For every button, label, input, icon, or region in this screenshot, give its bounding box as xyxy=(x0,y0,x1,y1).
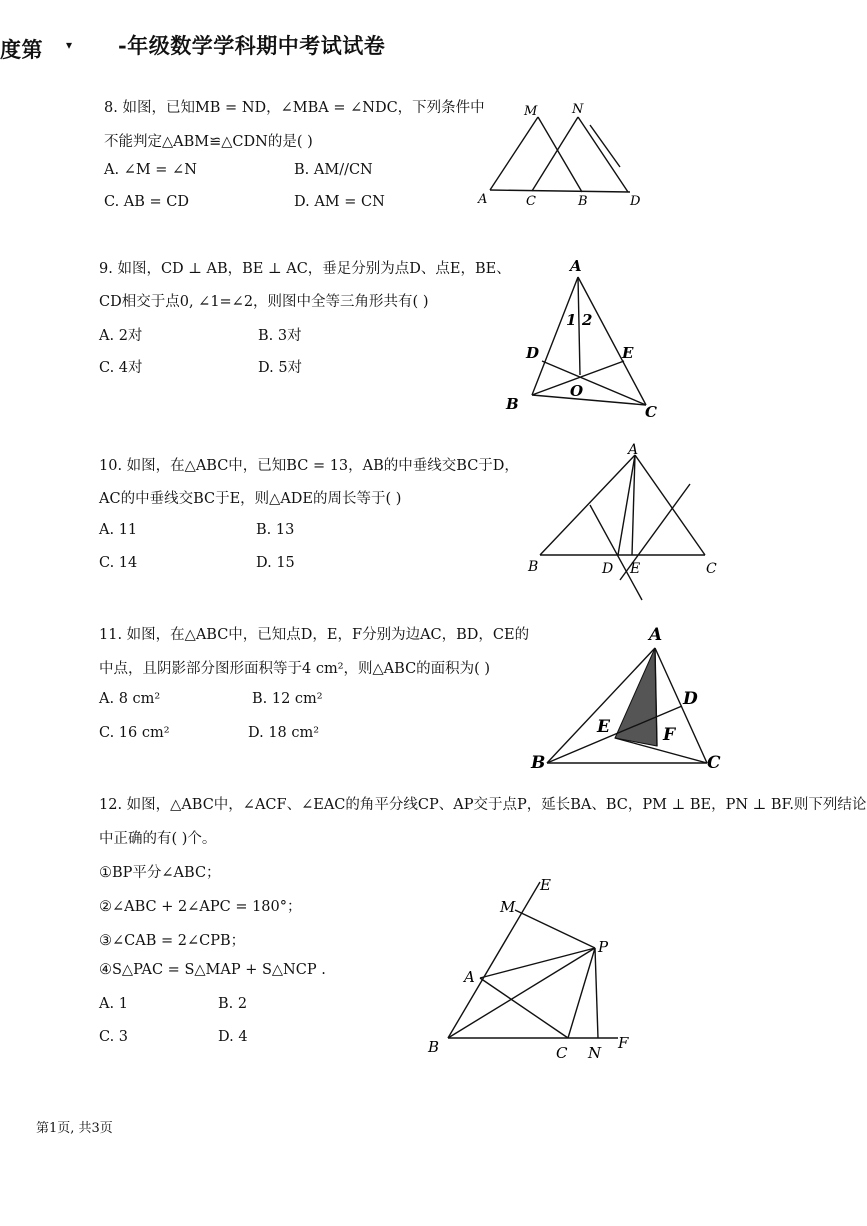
q9-option-c: C. 4对 xyxy=(99,360,143,376)
q8-label-b: B xyxy=(578,194,588,209)
q9-segment-cd xyxy=(542,361,646,405)
q8-label-c: C xyxy=(526,194,536,209)
q8-label-m: M xyxy=(524,104,538,119)
q12-segment-ap xyxy=(480,948,595,978)
q8-segment-mb xyxy=(538,117,582,192)
q10-line1: 10. 如图，在△ABC中，已知BC = 13，AB的中垂线交BC于D， xyxy=(99,458,519,474)
q12-option-a: A. 1 xyxy=(99,996,128,1012)
q11-label-a: A xyxy=(649,625,663,645)
q12-segment-mp xyxy=(515,910,595,948)
q11-label-d: D xyxy=(683,689,698,709)
q11-option-d: D. 18 cm² xyxy=(248,725,320,741)
q9-label-c: C xyxy=(645,403,657,421)
q8-segment-am xyxy=(490,117,538,190)
q8-figure xyxy=(470,95,660,215)
q12-segment-ac xyxy=(480,978,568,1038)
q12-segment-pn xyxy=(595,948,598,1038)
q12-statement-1: ①BP平分∠ABC； xyxy=(99,865,221,881)
q9-option-b: B. 3对 xyxy=(258,328,302,344)
q12-option-c: C. 3 xyxy=(99,1029,129,1045)
q9-segment-ao xyxy=(578,277,580,375)
q8-label-a: A xyxy=(478,192,488,207)
q9-side-ab xyxy=(532,277,578,395)
q10-side-ac xyxy=(635,455,705,555)
q11-line1: 11. 如图，在△ABC中，已知点D，E，F分别为边AC，BD，CE的 xyxy=(99,627,530,643)
q10-label-a: A xyxy=(628,442,639,458)
q10-option-c: C. 14 xyxy=(99,555,138,571)
q8-label-d: D xyxy=(630,194,641,209)
q11-line2: 中点，且阴影部分图形面积等于4 cm²，则△ABC的面积为( ) xyxy=(99,661,491,677)
q8-label-n: N xyxy=(572,102,584,117)
q11-label-e: E xyxy=(597,717,610,737)
q12-label-a: A xyxy=(464,968,475,986)
q9-label-a: A xyxy=(570,257,582,275)
page-number: 第1页, 共3页 xyxy=(36,1121,113,1136)
header-dot: ▾ xyxy=(66,38,73,52)
q11-label-c: C xyxy=(707,753,721,773)
page-title: -年级数学学科期中考试试卷 xyxy=(118,33,386,58)
q9-figure xyxy=(500,255,670,425)
q9-label-b: B xyxy=(506,395,519,413)
q9-line2: CD相交于点0, ∠1=∠2，则图中全等三角形共有( ) xyxy=(99,294,429,310)
q9-line1: 9. 如图，CD ⊥ AB，BE ⊥ AC，垂足分别为点D、点E，BE、 xyxy=(99,261,511,277)
q12-statement-3: ③∠CAB = 2∠CPB； xyxy=(99,933,246,949)
q8-segment-cn xyxy=(532,117,578,191)
q8-option-d: D. AM = CN xyxy=(294,194,385,210)
q10-figure xyxy=(520,440,730,610)
q9-label-d: D xyxy=(526,344,540,362)
q8-option-b: B. AM//CN xyxy=(294,162,373,178)
q11-label-f: F xyxy=(663,725,676,745)
q9-label-e: E xyxy=(622,344,634,362)
q12-label-e: E xyxy=(540,876,551,894)
q10-option-a: A. 11 xyxy=(99,522,138,538)
q12-label-m: M xyxy=(500,898,516,916)
q10-label-c: C xyxy=(706,561,717,577)
q10-line2: AC的中垂线交BC于E，则△ADE的周长等于( ) xyxy=(99,491,402,507)
q12-label-b: B xyxy=(428,1038,440,1056)
q9-side-bc xyxy=(532,395,646,405)
header-left-fragment: 度第 xyxy=(0,37,43,62)
q8-line2: 不能判定△ABM≌△CDN的是( ) xyxy=(104,134,313,150)
q8-option-a: A. ∠M = ∠N xyxy=(104,162,197,178)
q9-label-1: 1 xyxy=(566,311,577,329)
q11-option-a: A. 8 cm² xyxy=(99,691,161,707)
q9-option-d: D. 5对 xyxy=(258,360,303,376)
q10-option-d: D. 15 xyxy=(256,555,295,571)
q12-segment-bp xyxy=(448,948,595,1038)
q12-option-d: D. 4 xyxy=(218,1029,248,1045)
q9-label-o: O xyxy=(570,382,584,400)
q12-label-f: F xyxy=(618,1034,629,1052)
q11-label-b: B xyxy=(531,753,546,773)
q12-line1: 12. 如图，△ABC中，∠ACF、∠EAC的角平分线CP、AP交于点P，延长BA、BC，PM ⊥ BE，PN ⊥ BF.则下列结论 xyxy=(99,797,867,813)
q9-option-a: A. 2对 xyxy=(99,328,143,344)
q10-label-d: D xyxy=(602,561,614,577)
q12-label-p: P xyxy=(598,938,609,956)
q10-label-e: E xyxy=(630,561,641,577)
q11-segment-bd xyxy=(547,706,682,763)
q11-option-b: B. 12 cm² xyxy=(252,691,323,707)
q12-label-n: N xyxy=(588,1044,602,1062)
q11-figure xyxy=(525,620,735,780)
q11-segment-ce xyxy=(615,738,707,763)
q10-option-b: B. 13 xyxy=(256,522,295,538)
q12-statement-2: ②∠ABC + 2∠APC = 180°； xyxy=(99,899,302,915)
q8-base-line xyxy=(490,190,630,192)
q12-figure xyxy=(420,870,650,1070)
q9-side-ac xyxy=(578,277,646,405)
q11-option-c: C. 16 cm² xyxy=(99,725,170,741)
q12-label-c: C xyxy=(556,1044,568,1062)
q8-line1: 8. 如图，已知MB = ND，∠MBA = ∠NDC，下列条件中 xyxy=(104,100,485,116)
q12-option-b: B. 2 xyxy=(218,996,248,1012)
q10-perp-bisector-ab xyxy=(590,505,642,600)
q12-statement-4: ④S△PAC = S△MAP + S△NCP . xyxy=(99,962,326,978)
q8-segment-extra xyxy=(590,125,620,167)
q12-ray-be xyxy=(448,882,540,1038)
q11-side-ac xyxy=(655,648,707,763)
q12-line2: 中正确的有( )个。 xyxy=(99,831,217,847)
q9-label-2: 2 xyxy=(582,311,593,329)
q10-label-b: B xyxy=(528,559,539,575)
q8-option-c: C. AB = CD xyxy=(104,194,190,210)
q8-segment-nd xyxy=(578,117,628,192)
